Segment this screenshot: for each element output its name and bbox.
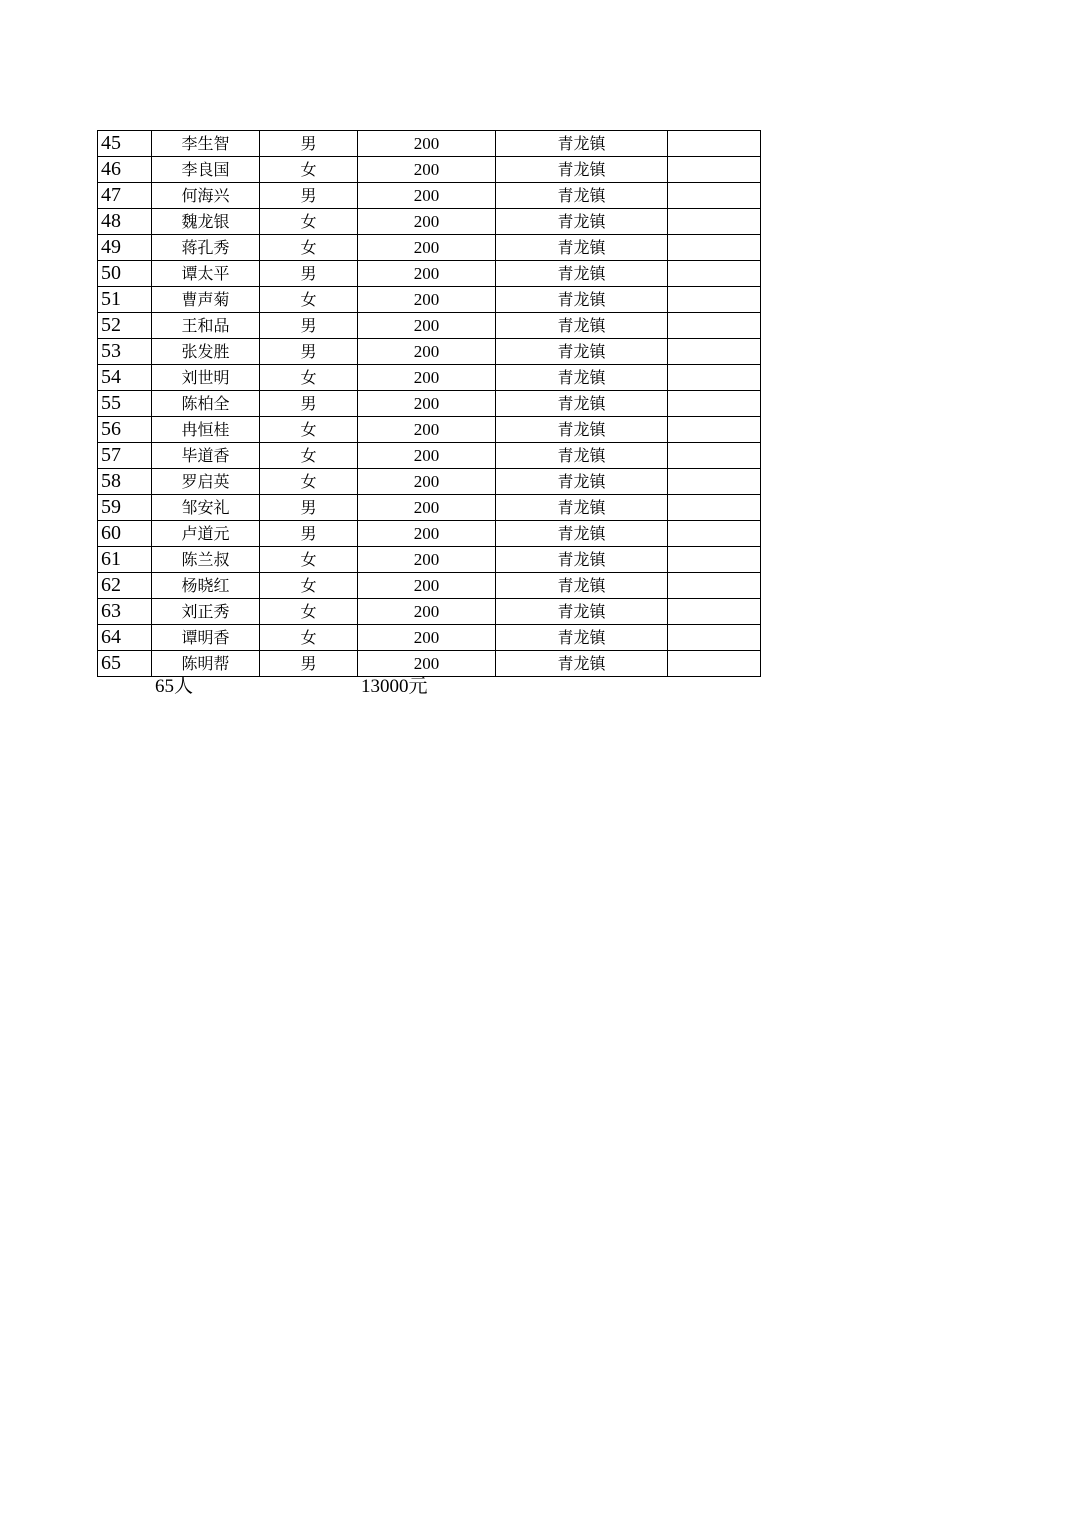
town-cell: 青龙镇 — [496, 391, 668, 417]
town-cell: 青龙镇 — [496, 521, 668, 547]
note-cell — [668, 651, 761, 677]
gender-cell: 女 — [260, 209, 358, 235]
table-row — [98, 443, 761, 469]
row-number-cell: 52 — [98, 313, 152, 339]
row-number-cell: 63 — [98, 599, 152, 625]
table-row — [98, 365, 761, 391]
town-cell: 青龙镇 — [496, 625, 668, 651]
name-cell: 谭明香 — [152, 625, 260, 651]
name-cell: 李生智 — [152, 131, 260, 157]
amount-cell: 200 — [358, 573, 496, 599]
row-number-cell: 47 — [98, 183, 152, 209]
town-cell: 青龙镇 — [496, 599, 668, 625]
town-cell: 青龙镇 — [496, 131, 668, 157]
note-cell — [668, 391, 761, 417]
gender-cell: 女 — [260, 365, 358, 391]
table-row — [98, 313, 761, 339]
row-number-cell: 62 — [98, 573, 152, 599]
gender-cell: 男 — [260, 131, 358, 157]
row-number-cell: 45 — [98, 131, 152, 157]
note-cell — [668, 443, 761, 469]
amount-cell: 200 — [358, 313, 496, 339]
town-cell: 青龙镇 — [496, 547, 668, 573]
note-cell — [668, 209, 761, 235]
row-number-cell: 54 — [98, 365, 152, 391]
row-number-cell: 56 — [98, 417, 152, 443]
name-cell: 刘世明 — [152, 365, 260, 391]
gender-cell: 男 — [260, 651, 358, 677]
row-number-cell: 65 — [98, 651, 152, 677]
gender-cell: 女 — [260, 417, 358, 443]
town-cell: 青龙镇 — [496, 443, 668, 469]
amount-cell: 200 — [358, 235, 496, 261]
table-row — [98, 209, 761, 235]
name-cell: 杨晓红 — [152, 573, 260, 599]
town-cell: 青龙镇 — [496, 313, 668, 339]
amount-cell: 200 — [358, 261, 496, 287]
row-number-cell: 60 — [98, 521, 152, 547]
amount-cell: 200 — [358, 157, 496, 183]
town-cell: 青龙镇 — [496, 365, 668, 391]
name-cell: 刘正秀 — [152, 599, 260, 625]
table-row — [98, 651, 761, 677]
name-cell: 卢道元 — [152, 521, 260, 547]
amount-cell: 200 — [358, 339, 496, 365]
table-row — [98, 183, 761, 209]
note-cell — [668, 521, 761, 547]
gender-cell: 女 — [260, 573, 358, 599]
table-row — [98, 547, 761, 573]
town-cell: 青龙镇 — [496, 261, 668, 287]
table-row — [98, 521, 761, 547]
amount-cell: 200 — [358, 131, 496, 157]
town-cell: 青龙镇 — [496, 157, 668, 183]
note-cell — [668, 599, 761, 625]
name-cell: 罗启英 — [152, 469, 260, 495]
roster-table-body — [98, 131, 761, 677]
table-row — [98, 391, 761, 417]
gender-cell: 女 — [260, 443, 358, 469]
table-row — [98, 261, 761, 287]
amount-cell: 200 — [358, 365, 496, 391]
amount-cell: 200 — [358, 625, 496, 651]
name-cell: 冉恒桂 — [152, 417, 260, 443]
gender-cell: 男 — [260, 313, 358, 339]
note-cell — [668, 495, 761, 521]
row-number-cell: 49 — [98, 235, 152, 261]
note-cell — [668, 573, 761, 599]
name-cell: 邹安礼 — [152, 495, 260, 521]
note-cell — [668, 339, 761, 365]
note-cell — [668, 417, 761, 443]
note-cell — [668, 235, 761, 261]
row-number-cell: 59 — [98, 495, 152, 521]
amount-cell: 200 — [358, 209, 496, 235]
table-row — [98, 157, 761, 183]
table-row — [98, 235, 761, 261]
town-cell: 青龙镇 — [496, 209, 668, 235]
name-cell: 蒋孔秀 — [152, 235, 260, 261]
town-cell: 青龙镇 — [496, 651, 668, 677]
note-cell — [668, 469, 761, 495]
amount-cell: 200 — [358, 443, 496, 469]
gender-cell: 女 — [260, 547, 358, 573]
table-row — [98, 573, 761, 599]
note-cell — [668, 547, 761, 573]
amount-cell: 200 — [358, 287, 496, 313]
gender-cell: 女 — [260, 625, 358, 651]
gender-cell: 男 — [260, 521, 358, 547]
town-cell: 青龙镇 — [496, 235, 668, 261]
gender-cell: 男 — [260, 261, 358, 287]
amount-cell: 200 — [358, 521, 496, 547]
name-cell: 陈柏全 — [152, 391, 260, 417]
name-cell: 陈明帮 — [152, 651, 260, 677]
row-number-cell: 53 — [98, 339, 152, 365]
note-cell — [668, 365, 761, 391]
amount-cell: 200 — [358, 469, 496, 495]
town-cell: 青龙镇 — [496, 469, 668, 495]
row-number-cell: 55 — [98, 391, 152, 417]
table-row — [98, 625, 761, 651]
name-cell: 曹声菊 — [152, 287, 260, 313]
name-cell: 王和品 — [152, 313, 260, 339]
row-number-cell: 58 — [98, 469, 152, 495]
table-row — [98, 599, 761, 625]
amount-cell: 200 — [358, 495, 496, 521]
table-row — [98, 287, 761, 313]
note-cell — [668, 157, 761, 183]
town-cell: 青龙镇 — [496, 495, 668, 521]
town-cell: 青龙镇 — [496, 183, 668, 209]
row-number-cell: 46 — [98, 157, 152, 183]
amount-cell: 200 — [358, 183, 496, 209]
note-cell — [668, 287, 761, 313]
name-cell: 魏龙银 — [152, 209, 260, 235]
note-cell — [668, 625, 761, 651]
town-cell: 青龙镇 — [496, 417, 668, 443]
town-cell: 青龙镇 — [496, 339, 668, 365]
amount-cell: 200 — [358, 599, 496, 625]
row-number-cell: 64 — [98, 625, 152, 651]
name-cell: 陈兰叔 — [152, 547, 260, 573]
note-cell — [668, 183, 761, 209]
roster-table — [97, 130, 761, 677]
row-number-cell: 48 — [98, 209, 152, 235]
table-row — [98, 495, 761, 521]
town-cell: 青龙镇 — [496, 287, 668, 313]
table-row — [98, 417, 761, 443]
row-number-cell: 57 — [98, 443, 152, 469]
amount-cell: 200 — [358, 651, 496, 677]
gender-cell: 女 — [260, 287, 358, 313]
total-amount: 13000元 — [361, 676, 428, 697]
gender-cell: 女 — [260, 469, 358, 495]
gender-cell: 女 — [260, 235, 358, 261]
amount-cell: 200 — [358, 417, 496, 443]
name-cell: 李良国 — [152, 157, 260, 183]
gender-cell: 男 — [260, 391, 358, 417]
name-cell: 何海兴 — [152, 183, 260, 209]
gender-cell: 男 — [260, 495, 358, 521]
amount-cell: 200 — [358, 547, 496, 573]
note-cell — [668, 313, 761, 339]
name-cell: 谭太平 — [152, 261, 260, 287]
table-row — [98, 131, 761, 157]
name-cell: 张发胜 — [152, 339, 260, 365]
total-count: 65人 — [155, 676, 194, 697]
gender-cell: 女 — [260, 157, 358, 183]
table-row — [98, 339, 761, 365]
gender-cell: 男 — [260, 339, 358, 365]
row-number-cell: 61 — [98, 547, 152, 573]
note-cell — [668, 131, 761, 157]
gender-cell: 男 — [260, 183, 358, 209]
note-cell — [668, 261, 761, 287]
amount-cell: 200 — [358, 391, 496, 417]
town-cell: 青龙镇 — [496, 573, 668, 599]
table-row — [98, 469, 761, 495]
row-number-cell: 51 — [98, 287, 152, 313]
row-number-cell: 50 — [98, 261, 152, 287]
name-cell: 毕道香 — [152, 443, 260, 469]
gender-cell: 女 — [260, 599, 358, 625]
